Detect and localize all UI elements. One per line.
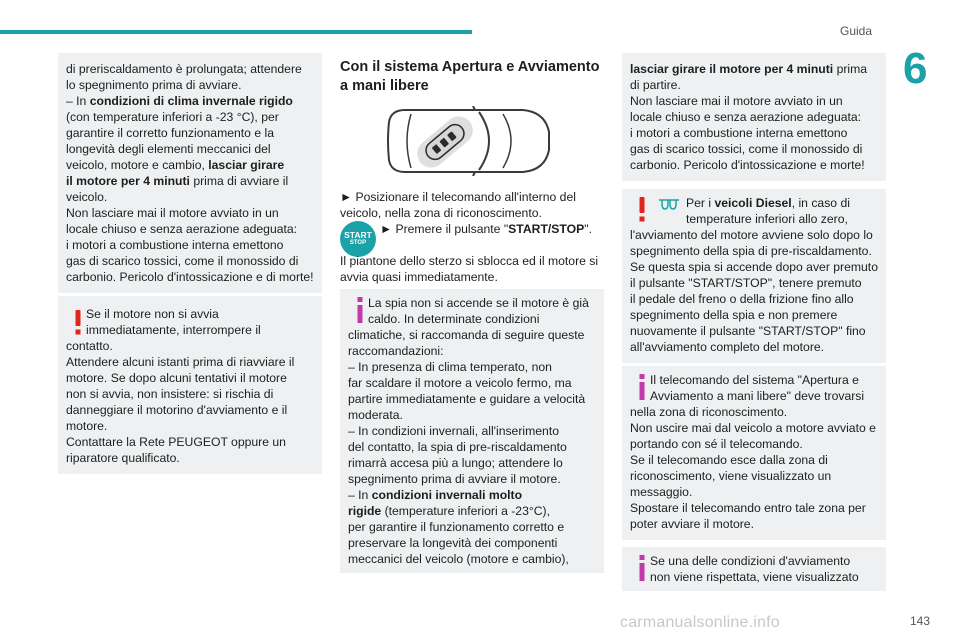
text-line: – In presenza di clima temperato, non	[348, 360, 552, 374]
text-line: meccanici del veicolo (motore e cambio),	[348, 552, 569, 566]
text-line: climatiche, si raccomanda di seguire queste	[348, 328, 585, 342]
text-line: temperature inferiori allo zero,	[686, 212, 848, 226]
col2-steps	[340, 189, 610, 221]
text-line: per garantire il funzionamento corretto e	[348, 520, 565, 534]
text-line: spegnimento della spia e non premere	[630, 308, 838, 322]
text-line: partire immediatamente e guidare a velocità	[348, 392, 586, 406]
text-line: l'avviamento del motore avviene solo dopo lo	[630, 228, 873, 242]
text-line: Non lasciare mai il motore avviato in un	[66, 206, 279, 220]
text-line: spegnimento prima di avviare il motore.	[348, 472, 561, 486]
text-line: lasciar girare il motore per 4 minuti prima	[630, 62, 868, 76]
warning-icon	[636, 197, 648, 223]
text-line: Il piantone dello sterzo si sblocca ed il motore si	[340, 254, 599, 268]
text-line: nella zona di riconoscimento.	[630, 405, 788, 419]
section-heading-line-1: Con il sistema Apertura e Avviamento	[340, 59, 600, 75]
text-line: motore.	[66, 419, 108, 433]
text-line: preservare la longevità dei componenti	[348, 536, 558, 550]
text-line: Non uscire mai dal veicolo a motore avviato e	[630, 421, 876, 435]
text-line: veicolo, motore e cambio, lasciar girare	[66, 158, 285, 172]
text-line: il pedale del freno o della frizione fino allo	[630, 292, 854, 306]
header-accent-bar	[0, 30, 472, 34]
text-line: ► Posizionare il telecomando all'interno del	[340, 190, 576, 204]
text-line: lo spegnimento prima di avviare.	[66, 78, 242, 92]
text-line: messaggio.	[630, 485, 693, 499]
text-line: del contatto, la spia di pre-riscaldamento	[348, 440, 567, 454]
car-keyfob-illustration	[383, 106, 553, 176]
text-line: far scaldare il motore a veicolo fermo, ma	[348, 376, 572, 390]
chapter-number: 6	[903, 44, 928, 93]
text-line: spegnimento della spia di pre-riscaldamento.	[630, 244, 872, 258]
section-title: Guida	[840, 24, 873, 38]
text-line: raccomandazioni:	[348, 344, 444, 358]
text-line: – In condizioni invernali, all'inserimento	[348, 424, 559, 438]
text-line: poter avviare il motore.	[630, 517, 754, 531]
text-line: – In condizioni invernali molto	[348, 488, 523, 502]
col3-info-box-2	[622, 547, 886, 591]
text-line: nuovamente il pulsante "START/STOP" fino	[630, 324, 866, 338]
text-line: contatto.	[66, 339, 113, 353]
text-line: Se il telecomando esce dalla zona di	[630, 453, 828, 467]
text-line: il motore per 4 minuti prima di avviare il	[66, 174, 289, 188]
text-line: i motori a combustione interna emettono	[66, 238, 284, 252]
text-line: di preriscaldamento è prolungata; attendere	[66, 62, 302, 76]
col2-title	[340, 58, 610, 96]
text-line: carbonio. Pericolo d'intossicazione e di morte!	[66, 270, 314, 284]
text-line: Se una delle condizioni d'avviamento	[650, 554, 851, 568]
text-line: avvia quasi immediatamente.	[340, 270, 498, 284]
col3-diesel-warning-box	[622, 189, 886, 363]
text-line: riconoscimento, viene visualizzato un	[630, 469, 832, 483]
warning-icon	[72, 310, 84, 336]
col2-info-box	[340, 289, 604, 573]
text-line: danneggiare il motorino d'avviamento e il	[66, 403, 288, 417]
text-line: caldo. In determinate condizioni	[368, 312, 540, 326]
text-line: Attendere alcuni istanti prima di riavviare il	[66, 355, 295, 369]
text-line: non viene rispettata, viene visualizzato	[650, 570, 859, 584]
text-line: ► Premere il pulsante "START/STOP".	[380, 222, 592, 236]
text-line: Contattare la Rete PEUGEOT oppure un	[66, 435, 286, 449]
section-heading-line-2: a mani libere	[340, 78, 429, 94]
text-line: rigide (temperature inferiori a -23°C),	[348, 504, 550, 518]
text-line: longevità degli elementi meccanici del	[66, 142, 271, 156]
text-line: all'avviamento completo del motore.	[630, 340, 825, 354]
text-line: carbonio. Pericolo d'intossicazione e morte!	[630, 158, 865, 172]
watermark: carmanualsonline.info	[620, 614, 780, 631]
text-line: garantire il corretto funzionamento e la	[66, 126, 274, 140]
text-line: i motori a combustione interna emettono	[630, 126, 848, 140]
text-line: riparatore qualificato.	[66, 451, 180, 465]
start-stop-label-2: STOP	[349, 240, 367, 246]
text-line: il pulsante "START/STOP", tenere premuto	[630, 276, 862, 290]
text-line: immediatamente, interrompere il	[86, 323, 261, 337]
text-line: rimarrà accesa più a lungo; attendere lo	[348, 456, 563, 470]
col2-paragraph	[340, 253, 610, 285]
info-icon	[636, 374, 648, 400]
text-line: locale chiuso e senza aerazione adeguata:	[630, 110, 862, 124]
text-line: (con temperature inferiori a -23 °C), per	[66, 110, 279, 124]
text-line: portando con sé il telecomando.	[630, 437, 803, 451]
start-stop-label-1: START	[344, 230, 372, 240]
start-stop-button-icon	[340, 221, 376, 257]
text-line: moderata.	[348, 408, 403, 422]
text-line: Per i veicoli Diesel, in caso di	[686, 196, 850, 210]
text-line: Se questa spia si accende dopo aver premuto	[630, 260, 878, 274]
glow-plug-icon	[658, 197, 680, 211]
text-line: Spostare il telecomando entro tale zona per	[630, 501, 866, 515]
col2-step-2	[380, 221, 610, 237]
col1-warning-box	[58, 296, 322, 474]
text-line: veicolo.	[66, 190, 108, 204]
text-line: Il telecomando del sistema "Apertura e	[650, 373, 859, 387]
info-icon	[636, 555, 648, 581]
text-line: Non lasciare mai il motore avviato in un	[630, 94, 843, 108]
col3-info-box-1	[622, 366, 886, 540]
info-icon	[354, 297, 366, 323]
text-line: – In condizioni di clima invernale rigido	[66, 94, 293, 108]
text-line: gas di scarico tossici, come il monossido di	[630, 142, 863, 156]
text-line: locale chiuso e senza aerazione adeguata:	[66, 222, 298, 236]
col3-text-box	[622, 53, 886, 181]
col1-text-box	[58, 53, 322, 293]
text-line: motore. Se dopo alcuni tentativi il motore	[66, 371, 287, 385]
text-line: Avviamento a mani libere" deve trovarsi	[650, 389, 865, 403]
text-line: non si avvia, non insistere: si rischia di	[66, 387, 274, 401]
text-line: veicolo, nella zona di riconoscimento.	[340, 206, 542, 220]
text-line: gas di scarico tossici, come il monossido di	[66, 254, 299, 268]
page-number: 143	[910, 614, 931, 628]
text-line: La spia non si accende se il motore è già	[368, 296, 589, 310]
text-line: Se il motore non si avvia	[86, 307, 219, 321]
text-line: di partire.	[630, 78, 681, 92]
